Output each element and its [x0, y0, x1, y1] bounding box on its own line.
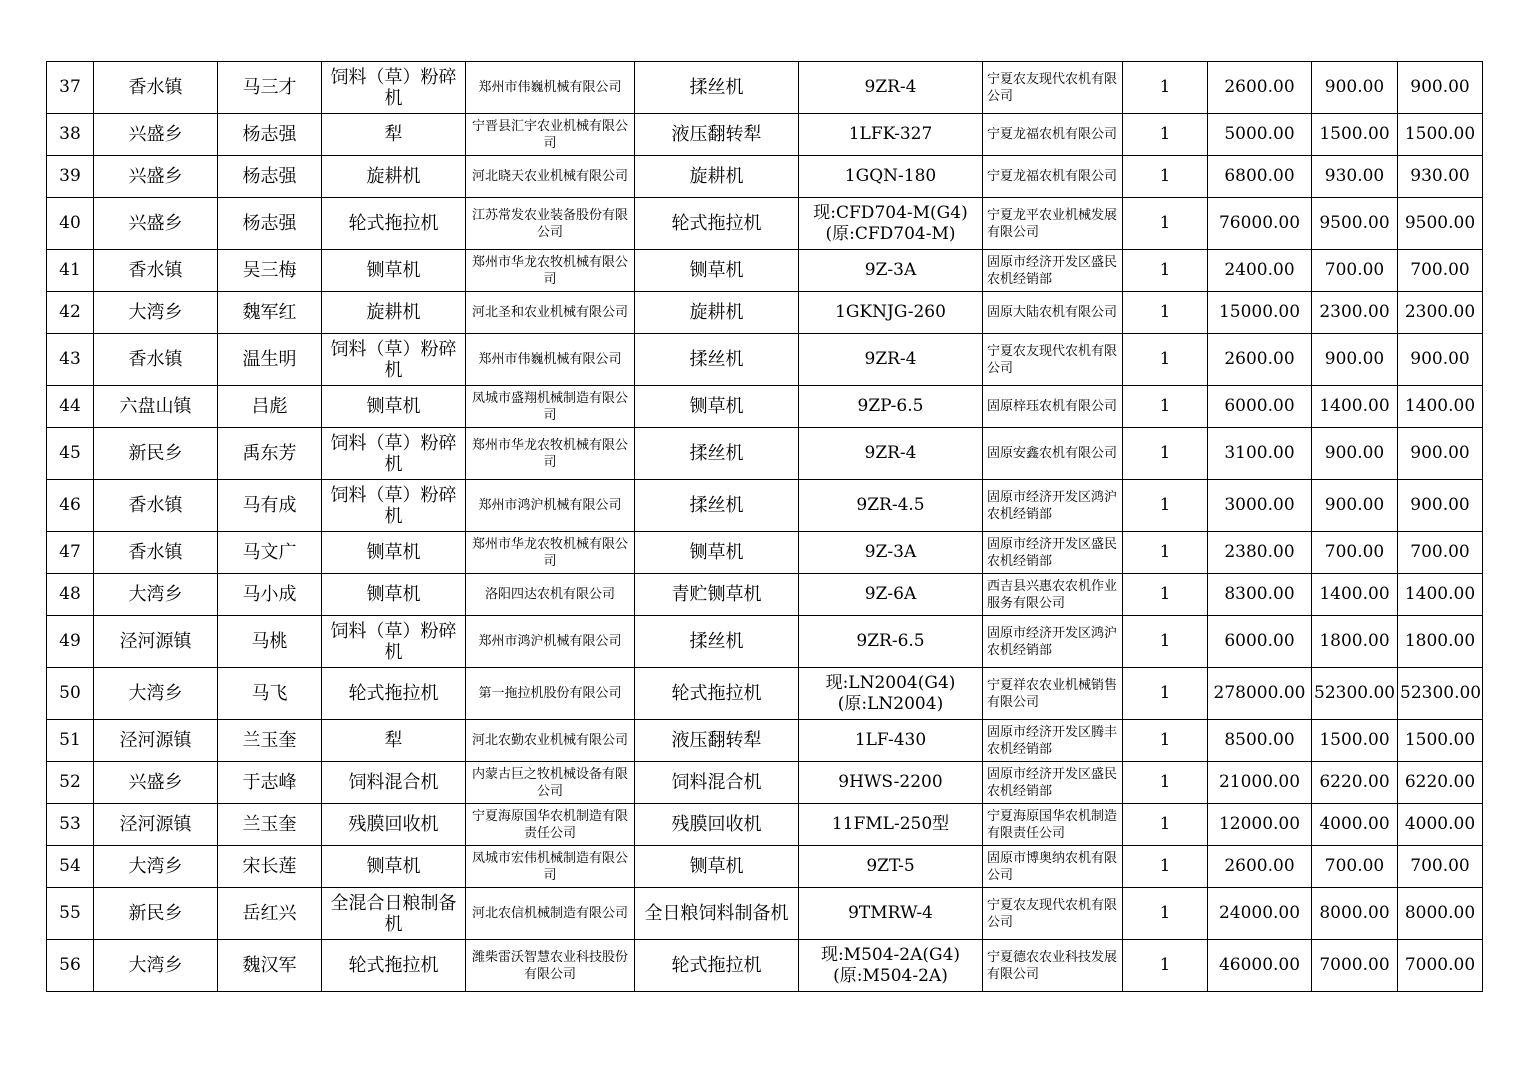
cell-row-number: 48: [47, 574, 94, 616]
cell-subsidy-amount: 4000.00: [1312, 804, 1398, 846]
cell-manufacturer: 河北晓天农业机械有限公司: [466, 156, 635, 198]
table-row: [47, 574, 1483, 616]
cell-quantity: 1: [1123, 720, 1208, 762]
cell-sale-price: 278000.00: [1208, 668, 1312, 720]
cell-machine-category: 犁: [322, 114, 466, 156]
cell-dealer: 固原市经济开发区盛民农机经销部: [983, 762, 1123, 804]
cell-buyer-name: 马有成: [218, 480, 322, 532]
cell-sale-price: 21000.00: [1208, 762, 1312, 804]
cell-town: 六盘山镇: [94, 386, 218, 428]
cell-quantity: 1: [1123, 846, 1208, 888]
cell-subsidy-paid: 900.00: [1398, 428, 1483, 480]
cell-manufacturer: 河北农勤农业机械有限公司: [466, 720, 635, 762]
cell-machine-category: 饲料（草）粉碎机: [322, 62, 466, 114]
cell-sale-price: 6000.00: [1208, 616, 1312, 668]
cell-machine-category: 旋耕机: [322, 292, 466, 334]
cell-model: 9ZP-6.5: [799, 386, 983, 428]
cell-manufacturer: 郑州市鸿沪机械有限公司: [466, 616, 635, 668]
table-row: [47, 616, 1483, 668]
cell-sale-price: 6000.00: [1208, 386, 1312, 428]
cell-model: 现:M504-2A(G4) (原:M504-2A): [799, 940, 983, 992]
cell-town: 泾河源镇: [94, 720, 218, 762]
cell-town: 泾河源镇: [94, 616, 218, 668]
cell-row-number: 42: [47, 292, 94, 334]
cell-manufacturer: 江苏常发农业装备股份有限公司: [466, 198, 635, 250]
cell-manufacturer: 郑州市伟巍机械有限公司: [466, 334, 635, 386]
cell-subsidy-amount: 900.00: [1312, 480, 1398, 532]
cell-product-name: 揉丝机: [635, 616, 799, 668]
cell-row-number: 56: [47, 940, 94, 992]
cell-machine-category: 全混合日粮制备机: [322, 888, 466, 940]
cell-quantity: 1: [1123, 156, 1208, 198]
cell-buyer-name: 马小成: [218, 574, 322, 616]
cell-town: 大湾乡: [94, 940, 218, 992]
cell-dealer: 固原市经济开发区盛民农机经销部: [983, 250, 1123, 292]
cell-sale-price: 2600.00: [1208, 334, 1312, 386]
cell-product-name: 铡草机: [635, 846, 799, 888]
cell-manufacturer: 河北圣和农业机械有限公司: [466, 292, 635, 334]
cell-row-number: 53: [47, 804, 94, 846]
cell-dealer: 宁夏龙福农机有限公司: [983, 156, 1123, 198]
cell-dealer: 宁夏农友现代农机有限公司: [983, 334, 1123, 386]
cell-buyer-name: 温生明: [218, 334, 322, 386]
cell-subsidy-paid: 900.00: [1398, 334, 1483, 386]
cell-manufacturer: 凤城市盛翔机械制造有限公司: [466, 386, 635, 428]
cell-town: 香水镇: [94, 532, 218, 574]
cell-model: 11FML-250型: [799, 804, 983, 846]
cell-quantity: 1: [1123, 428, 1208, 480]
cell-subsidy-amount: 900.00: [1312, 62, 1398, 114]
cell-dealer: 宁夏海原国华农机制造有限责任公司: [983, 804, 1123, 846]
cell-model: 9Z-3A: [799, 250, 983, 292]
cell-product-name: 液压翻转犁: [635, 114, 799, 156]
cell-manufacturer: 潍柴雷沃智慧农业科技股份有限公司: [466, 940, 635, 992]
cell-subsidy-paid: 700.00: [1398, 250, 1483, 292]
cell-sale-price: 76000.00: [1208, 198, 1312, 250]
cell-subsidy-amount: 1500.00: [1312, 720, 1398, 762]
cell-machine-category: 旋耕机: [322, 156, 466, 198]
cell-subsidy-paid: 8000.00: [1398, 888, 1483, 940]
cell-manufacturer: 宁晋县汇宇农业机械有限公司: [466, 114, 635, 156]
cell-dealer: 宁夏龙平农业机械发展有限公司: [983, 198, 1123, 250]
cell-buyer-name: 吴三梅: [218, 250, 322, 292]
table-row: [47, 532, 1483, 574]
cell-quantity: 1: [1123, 888, 1208, 940]
cell-row-number: 43: [47, 334, 94, 386]
cell-model: 9ZR-4.5: [799, 480, 983, 532]
cell-model: 现:LN2004(G4) (原:LN2004): [799, 668, 983, 720]
cell-product-name: 轮式拖拉机: [635, 198, 799, 250]
cell-sale-price: 2380.00: [1208, 532, 1312, 574]
cell-town: 香水镇: [94, 250, 218, 292]
cell-model: 1LF-430: [799, 720, 983, 762]
cell-buyer-name: 马三才: [218, 62, 322, 114]
cell-product-name: 铡草机: [635, 532, 799, 574]
cell-buyer-name: 杨志强: [218, 198, 322, 250]
cell-dealer: 宁夏农友现代农机有限公司: [983, 888, 1123, 940]
cell-subsidy-paid: 4000.00: [1398, 804, 1483, 846]
table-row: [47, 428, 1483, 480]
cell-machine-category: 饲料（草）粉碎机: [322, 428, 466, 480]
table-row: [47, 386, 1483, 428]
cell-subsidy-amount: 8000.00: [1312, 888, 1398, 940]
cell-buyer-name: 吕彪: [218, 386, 322, 428]
cell-dealer: 固原大陆农机有限公司: [983, 292, 1123, 334]
cell-product-name: 轮式拖拉机: [635, 940, 799, 992]
cell-buyer-name: 马飞: [218, 668, 322, 720]
cell-subsidy-paid: 52300.00: [1398, 668, 1483, 720]
cell-subsidy-paid: 1500.00: [1398, 720, 1483, 762]
cell-subsidy-amount: 900.00: [1312, 428, 1398, 480]
cell-buyer-name: 兰玉奎: [218, 804, 322, 846]
cell-machine-category: 饲料（草）粉碎机: [322, 334, 466, 386]
cell-quantity: 1: [1123, 386, 1208, 428]
cell-machine-category: 残膜回收机: [322, 804, 466, 846]
cell-machine-category: 铡草机: [322, 846, 466, 888]
cell-dealer: 宁夏祥农农业机械销售有限公司: [983, 668, 1123, 720]
cell-product-name: 饲料混合机: [635, 762, 799, 804]
cell-machine-category: 铡草机: [322, 574, 466, 616]
cell-subsidy-amount: 2300.00: [1312, 292, 1398, 334]
cell-dealer: 宁夏德农农业科技发展有限公司: [983, 940, 1123, 992]
cell-buyer-name: 马桃: [218, 616, 322, 668]
cell-subsidy-amount: 9500.00: [1312, 198, 1398, 250]
cell-town: 兴盛乡: [94, 156, 218, 198]
cell-subsidy-paid: 1400.00: [1398, 386, 1483, 428]
cell-sale-price: 12000.00: [1208, 804, 1312, 846]
cell-sale-price: 15000.00: [1208, 292, 1312, 334]
cell-subsidy-paid: 7000.00: [1398, 940, 1483, 992]
cell-dealer: 固原梓珏农机有限公司: [983, 386, 1123, 428]
cell-manufacturer: 郑州市伟巍机械有限公司: [466, 62, 635, 114]
cell-row-number: 54: [47, 846, 94, 888]
cell-sale-price: 8300.00: [1208, 574, 1312, 616]
cell-manufacturer: 洛阳四达农机有限公司: [466, 574, 635, 616]
cell-manufacturer: 郑州市华龙农牧机械有限公司: [466, 532, 635, 574]
cell-subsidy-paid: 1800.00: [1398, 616, 1483, 668]
cell-product-name: 轮式拖拉机: [635, 668, 799, 720]
cell-manufacturer: 第一拖拉机股份有限公司: [466, 668, 635, 720]
cell-manufacturer: 郑州市华龙农牧机械有限公司: [466, 428, 635, 480]
cell-product-name: 揉丝机: [635, 62, 799, 114]
cell-buyer-name: 马文广: [218, 532, 322, 574]
cell-product-name: 揉丝机: [635, 334, 799, 386]
cell-sale-price: 2400.00: [1208, 250, 1312, 292]
cell-subsidy-paid: 700.00: [1398, 532, 1483, 574]
cell-product-name: 铡草机: [635, 386, 799, 428]
cell-quantity: 1: [1123, 292, 1208, 334]
cell-row-number: 51: [47, 720, 94, 762]
cell-town: 香水镇: [94, 334, 218, 386]
cell-town: 兴盛乡: [94, 198, 218, 250]
cell-machine-category: 饲料（草）粉碎机: [322, 480, 466, 532]
cell-dealer: 固原安鑫农机有限公司: [983, 428, 1123, 480]
cell-town: 大湾乡: [94, 668, 218, 720]
cell-subsidy-amount: 700.00: [1312, 846, 1398, 888]
cell-buyer-name: 杨志强: [218, 114, 322, 156]
table-row: [47, 804, 1483, 846]
cell-subsidy-amount: 700.00: [1312, 532, 1398, 574]
cell-model: 9ZR-4: [799, 334, 983, 386]
cell-subsidy-paid: 900.00: [1398, 480, 1483, 532]
cell-town: 香水镇: [94, 480, 218, 532]
table-row: [47, 62, 1483, 114]
cell-machine-category: 饲料混合机: [322, 762, 466, 804]
cell-dealer: 宁夏龙福农机有限公司: [983, 114, 1123, 156]
cell-row-number: 46: [47, 480, 94, 532]
table-row: [47, 846, 1483, 888]
cell-product-name: 残膜回收机: [635, 804, 799, 846]
cell-product-name: 青贮铡草机: [635, 574, 799, 616]
cell-subsidy-paid: 1500.00: [1398, 114, 1483, 156]
cell-dealer: 宁夏农友现代农机有限公司: [983, 62, 1123, 114]
cell-buyer-name: 杨志强: [218, 156, 322, 198]
cell-row-number: 49: [47, 616, 94, 668]
cell-quantity: 1: [1123, 250, 1208, 292]
cell-sale-price: 8500.00: [1208, 720, 1312, 762]
subsidy-table-page: [46, 61, 1482, 992]
cell-quantity: 1: [1123, 762, 1208, 804]
cell-quantity: 1: [1123, 668, 1208, 720]
cell-manufacturer: 郑州市华龙农牧机械有限公司: [466, 250, 635, 292]
cell-row-number: 50: [47, 668, 94, 720]
cell-model: 9HWS-2200: [799, 762, 983, 804]
cell-manufacturer: 凤城市宏伟机械制造有限公司: [466, 846, 635, 888]
cell-sale-price: 3100.00: [1208, 428, 1312, 480]
cell-row-number: 41: [47, 250, 94, 292]
table-row: [47, 198, 1483, 250]
cell-subsidy-amount: 52300.00: [1312, 668, 1398, 720]
cell-row-number: 45: [47, 428, 94, 480]
cell-machine-category: 犁: [322, 720, 466, 762]
cell-quantity: 1: [1123, 480, 1208, 532]
cell-quantity: 1: [1123, 62, 1208, 114]
cell-product-name: 揉丝机: [635, 428, 799, 480]
cell-subsidy-paid: 700.00: [1398, 846, 1483, 888]
cell-quantity: 1: [1123, 114, 1208, 156]
cell-manufacturer: 宁夏海原国华农机制造有限责任公司: [466, 804, 635, 846]
cell-buyer-name: 宋长莲: [218, 846, 322, 888]
cell-sale-price: 3000.00: [1208, 480, 1312, 532]
cell-buyer-name: 岳红兴: [218, 888, 322, 940]
cell-quantity: 1: [1123, 940, 1208, 992]
cell-sale-price: 2600.00: [1208, 846, 1312, 888]
table-body: [47, 62, 1483, 992]
cell-subsidy-amount: 1400.00: [1312, 574, 1398, 616]
cell-sale-price: 46000.00: [1208, 940, 1312, 992]
cell-model: 9ZR-4: [799, 62, 983, 114]
cell-town: 大湾乡: [94, 846, 218, 888]
table-row: [47, 480, 1483, 532]
cell-product-name: 铡草机: [635, 250, 799, 292]
cell-machine-category: 轮式拖拉机: [322, 940, 466, 992]
cell-machine-category: 铡草机: [322, 250, 466, 292]
cell-row-number: 55: [47, 888, 94, 940]
cell-manufacturer: 河北农信机械制造有限公司: [466, 888, 635, 940]
cell-model: 现:CFD704-M(G4) (原:CFD704-M): [799, 198, 983, 250]
cell-subsidy-amount: 700.00: [1312, 250, 1398, 292]
table-row: [47, 250, 1483, 292]
cell-manufacturer: 郑州市鸿沪机械有限公司: [466, 480, 635, 532]
table-row: [47, 292, 1483, 334]
cell-machine-category: 铡草机: [322, 532, 466, 574]
cell-quantity: 1: [1123, 532, 1208, 574]
cell-dealer: 西吉县兴惠农农机作业服务有限公司: [983, 574, 1123, 616]
cell-row-number: 38: [47, 114, 94, 156]
cell-town: 新民乡: [94, 428, 218, 480]
cell-machine-category: 铡草机: [322, 386, 466, 428]
cell-town: 大湾乡: [94, 292, 218, 334]
cell-dealer: 固原市经济开发区盛民农机经销部: [983, 532, 1123, 574]
cell-model: 1GQN-180: [799, 156, 983, 198]
cell-subsidy-amount: 1400.00: [1312, 386, 1398, 428]
cell-subsidy-paid: 930.00: [1398, 156, 1483, 198]
cell-manufacturer: 内蒙古巨之牧机械设备有限公司: [466, 762, 635, 804]
cell-subsidy-paid: 6220.00: [1398, 762, 1483, 804]
cell-model: 9ZR-6.5: [799, 616, 983, 668]
cell-row-number: 37: [47, 62, 94, 114]
cell-sale-price: 24000.00: [1208, 888, 1312, 940]
cell-row-number: 47: [47, 532, 94, 574]
table-row: [47, 114, 1483, 156]
cell-sale-price: 6800.00: [1208, 156, 1312, 198]
table-row: [47, 940, 1483, 992]
table-row: [47, 334, 1483, 386]
cell-row-number: 52: [47, 762, 94, 804]
cell-dealer: 固原市博奥纳农机有限公司: [983, 846, 1123, 888]
cell-row-number: 39: [47, 156, 94, 198]
cell-subsidy-amount: 6220.00: [1312, 762, 1398, 804]
table-row: [47, 720, 1483, 762]
cell-product-name: 全日粮饲料制备机: [635, 888, 799, 940]
cell-model: 9Z-6A: [799, 574, 983, 616]
cell-subsidy-paid: 1400.00: [1398, 574, 1483, 616]
cell-buyer-name: 于志峰: [218, 762, 322, 804]
cell-town: 新民乡: [94, 888, 218, 940]
cell-subsidy-paid: 9500.00: [1398, 198, 1483, 250]
cell-town: 泾河源镇: [94, 804, 218, 846]
cell-quantity: 1: [1123, 574, 1208, 616]
cell-model: 9TMRW-4: [799, 888, 983, 940]
cell-subsidy-amount: 1500.00: [1312, 114, 1398, 156]
subsidy-table: [46, 61, 1483, 992]
cell-model: 9Z-3A: [799, 532, 983, 574]
cell-model: 9ZT-5: [799, 846, 983, 888]
cell-subsidy-amount: 7000.00: [1312, 940, 1398, 992]
cell-product-name: 揉丝机: [635, 480, 799, 532]
cell-sale-price: 2600.00: [1208, 62, 1312, 114]
cell-machine-category: 轮式拖拉机: [322, 668, 466, 720]
cell-subsidy-paid: 2300.00: [1398, 292, 1483, 334]
cell-town: 兴盛乡: [94, 762, 218, 804]
cell-dealer: 固原市经济开发区腾丰农机经销部: [983, 720, 1123, 762]
cell-model: 1LFK-327: [799, 114, 983, 156]
cell-dealer: 固原市经济开发区鸿沪农机经销部: [983, 480, 1123, 532]
cell-model: 1GKNJG-260: [799, 292, 983, 334]
cell-sale-price: 5000.00: [1208, 114, 1312, 156]
table-row: [47, 762, 1483, 804]
cell-quantity: 1: [1123, 198, 1208, 250]
cell-row-number: 40: [47, 198, 94, 250]
table-row: [47, 156, 1483, 198]
cell-buyer-name: 魏汉军: [218, 940, 322, 992]
cell-row-number: 44: [47, 386, 94, 428]
cell-subsidy-paid: 900.00: [1398, 62, 1483, 114]
cell-product-name: 旋耕机: [635, 292, 799, 334]
cell-quantity: 1: [1123, 334, 1208, 386]
cell-quantity: 1: [1123, 804, 1208, 846]
cell-product-name: 液压翻转犁: [635, 720, 799, 762]
cell-buyer-name: 禹东芳: [218, 428, 322, 480]
cell-subsidy-amount: 1800.00: [1312, 616, 1398, 668]
cell-dealer: 固原市经济开发区鸿沪农机经销部: [983, 616, 1123, 668]
table-row: [47, 668, 1483, 720]
cell-subsidy-amount: 930.00: [1312, 156, 1398, 198]
cell-buyer-name: 兰玉奎: [218, 720, 322, 762]
cell-product-name: 旋耕机: [635, 156, 799, 198]
cell-subsidy-amount: 900.00: [1312, 334, 1398, 386]
cell-quantity: 1: [1123, 616, 1208, 668]
cell-machine-category: 轮式拖拉机: [322, 198, 466, 250]
cell-town: 香水镇: [94, 62, 218, 114]
cell-model: 9ZR-4: [799, 428, 983, 480]
cell-machine-category: 饲料（草）粉碎机: [322, 616, 466, 668]
table-row: [47, 888, 1483, 940]
cell-town: 大湾乡: [94, 574, 218, 616]
cell-town: 兴盛乡: [94, 114, 218, 156]
cell-buyer-name: 魏军红: [218, 292, 322, 334]
